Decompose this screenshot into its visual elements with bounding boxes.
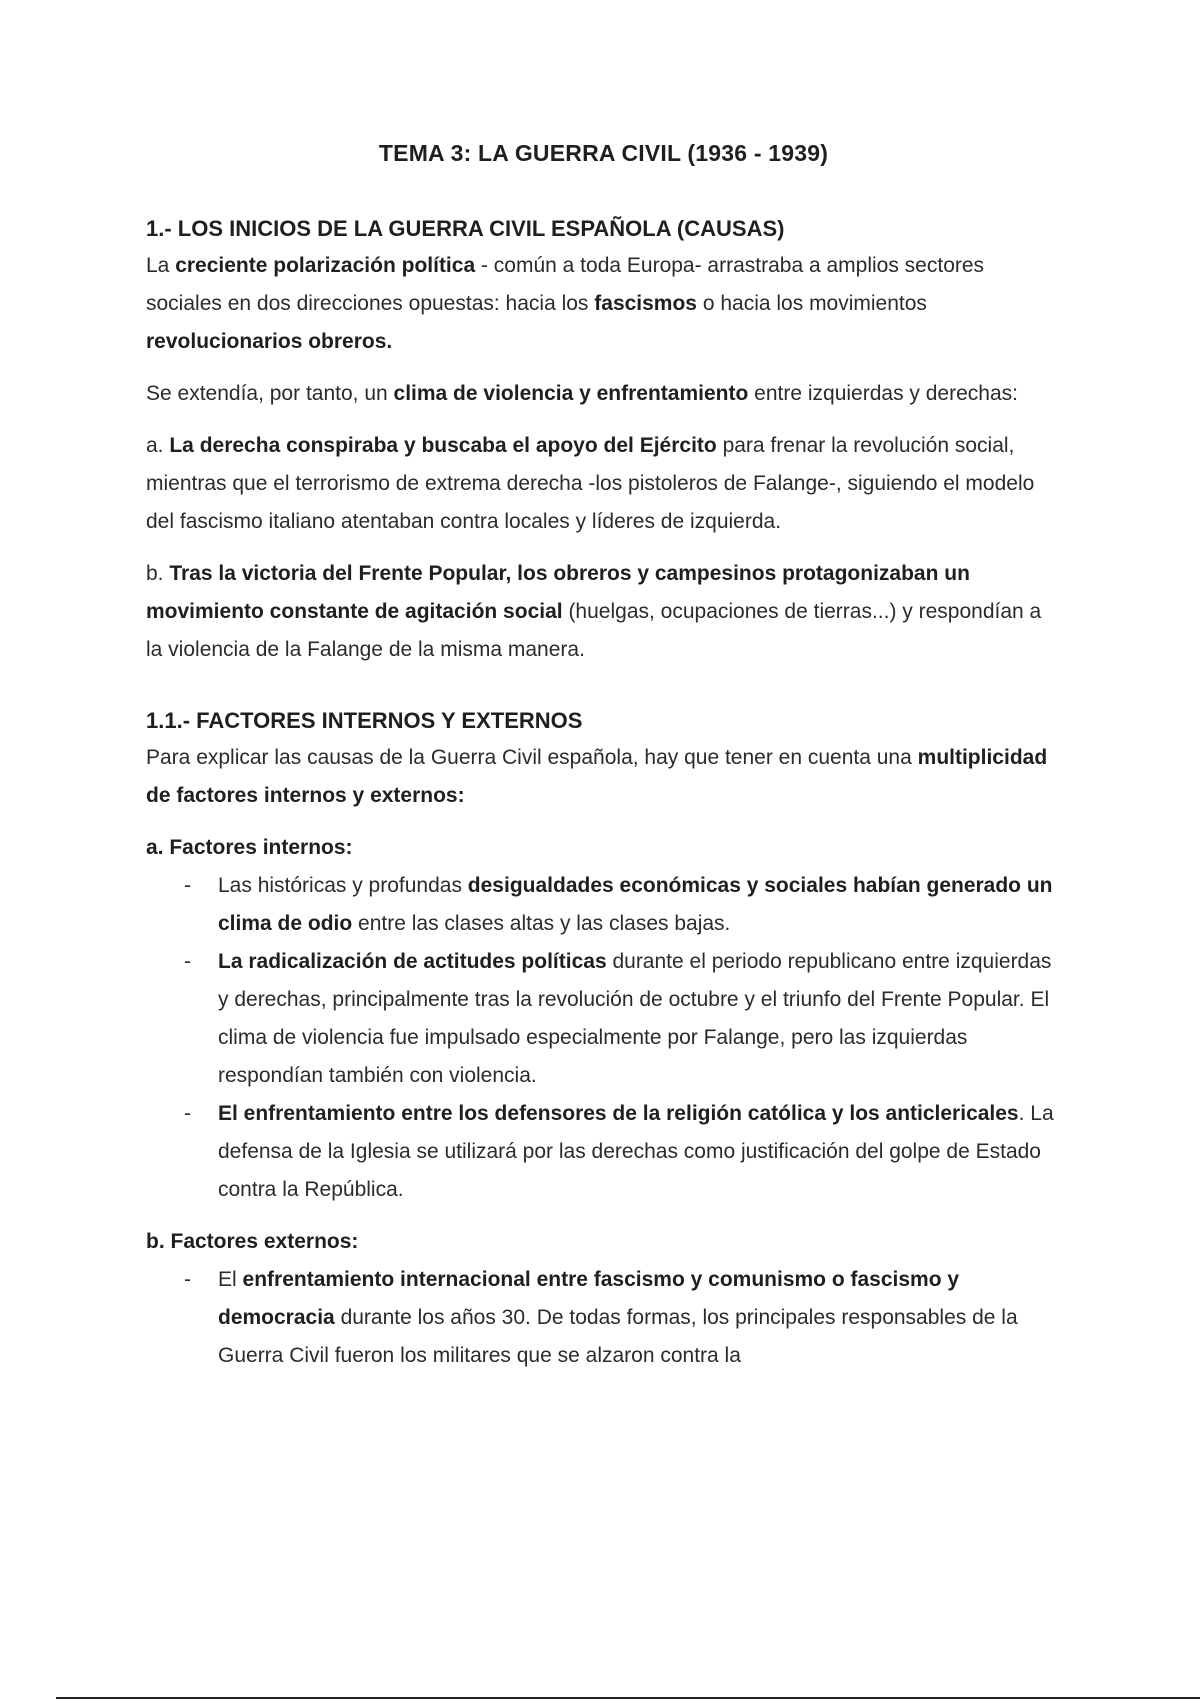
text-run: Para explicar las causas de la Guerra Civil española, hay que tener en cuenta una (146, 746, 918, 769)
text-run: a. (146, 434, 170, 457)
bold-run: revolucionarios obreros. (146, 330, 393, 353)
text-run: Las históricas y profundas (218, 874, 468, 897)
section-spacer (146, 683, 1061, 703)
text-run: durante el periodo republicano entre izquierdas y derechas, principalmente tras la revolución de octubre y el triunfo del Frente Popular. El clima de violencia fue impulsado especialmente por Falange, pero las izquierdas respondían también con violencia. (218, 950, 1052, 1087)
paragraph-polarization (146, 247, 1061, 361)
text-run: para frenar la revolución social, mientras que el terrorismo de extrema derecha -los pistoleros de Falange-, siguiendo el modelo del fascismo italiano atentaban contra locales y líderes de izquierda. (146, 434, 1035, 533)
dash-bullet: - (184, 1102, 191, 1125)
text-run: o hacia los movimientos (697, 292, 927, 315)
bold-run: La derecha conspiraba y buscaba el apoyo del Ejército (169, 434, 717, 457)
text-run: b. (146, 562, 170, 585)
bold-run: clima de violencia y enfrentamiento (393, 382, 749, 405)
paragraph-popular-front (146, 555, 1061, 669)
bold-run: Tras la victoria del Frente Popular, los obreros y campesinos protagonizaban un movimiento constante de agitación social (146, 562, 970, 623)
bold-run: desigualdades económicas y sociales habían generado un clima de odio (218, 874, 1053, 935)
paragraph-right-conspiracy (146, 427, 1061, 541)
bold-run: fascismos (594, 292, 697, 315)
text-run: Se extendía, por tanto, un (146, 382, 394, 405)
section-heading-causes: 1.- LOS INICIOS DE LA GUERRA CIVIL ESPAÑOLA (CAUSAS) (146, 216, 785, 241)
list-item (146, 1261, 1061, 1375)
paragraph-violence-climate (146, 375, 1061, 413)
list-item (146, 943, 1061, 1095)
text-run: entre las clases altas y las clases bajas. (352, 912, 731, 935)
dash-bullet: - (184, 950, 191, 973)
section-heading-factors: 1.1.- FACTORES INTERNOS Y EXTERNOS (146, 708, 583, 733)
internal-factors-list (146, 867, 1061, 1209)
bold-run: enfrentamiento internacional entre fascismo y comunismo o fascismo y democracia (218, 1268, 960, 1329)
page-bottom-rule (56, 1697, 1200, 1699)
text-run: . La defensa de la Iglesia se utilizará por las derechas como justificación del golpe de Estado contra la República. (218, 1102, 1054, 1201)
page-title: TEMA 3: LA GUERRA CIVIL (1936 - 1939) (378, 140, 829, 166)
text-run: (huelgas, ocupaciones de tierras...) y respondían a la violencia de la Falange de la misma manera. (146, 600, 1042, 661)
bold-run: La radicalización de actitudes políticas (218, 950, 607, 973)
document-body (146, 140, 1061, 1389)
list-item (146, 1095, 1061, 1209)
text-run: - común a toda Europa- arrastraba a amplios sectores sociales en dos direcciones opuestas: hacia los (146, 254, 985, 315)
list-item (146, 867, 1061, 943)
bold-run: multiplicidad de factores internos y externos: (146, 746, 1048, 807)
text-run: La (146, 254, 176, 277)
text-run: entre izquierdas y derechas: (748, 382, 1018, 405)
text-run: El (218, 1268, 243, 1291)
dash-bullet: - (184, 1268, 191, 1291)
text-run: durante los años 30. De todas formas, los principales responsables de la Guerra Civil fueron los militares que se alzaron contra la (218, 1306, 1018, 1367)
dash-bullet: - (184, 874, 191, 897)
external-factors-list (146, 1261, 1061, 1375)
subheading-internal-factors: a. Factores internos: (146, 836, 353, 859)
bold-run: El enfrentamiento entre los defensores de la religión católica y los anticlericales (218, 1102, 1019, 1125)
subheading-external-factors: b. Factores externos: (146, 1230, 359, 1253)
bold-run: creciente polarización política (175, 254, 476, 277)
paragraph-factors-intro (146, 739, 1061, 815)
